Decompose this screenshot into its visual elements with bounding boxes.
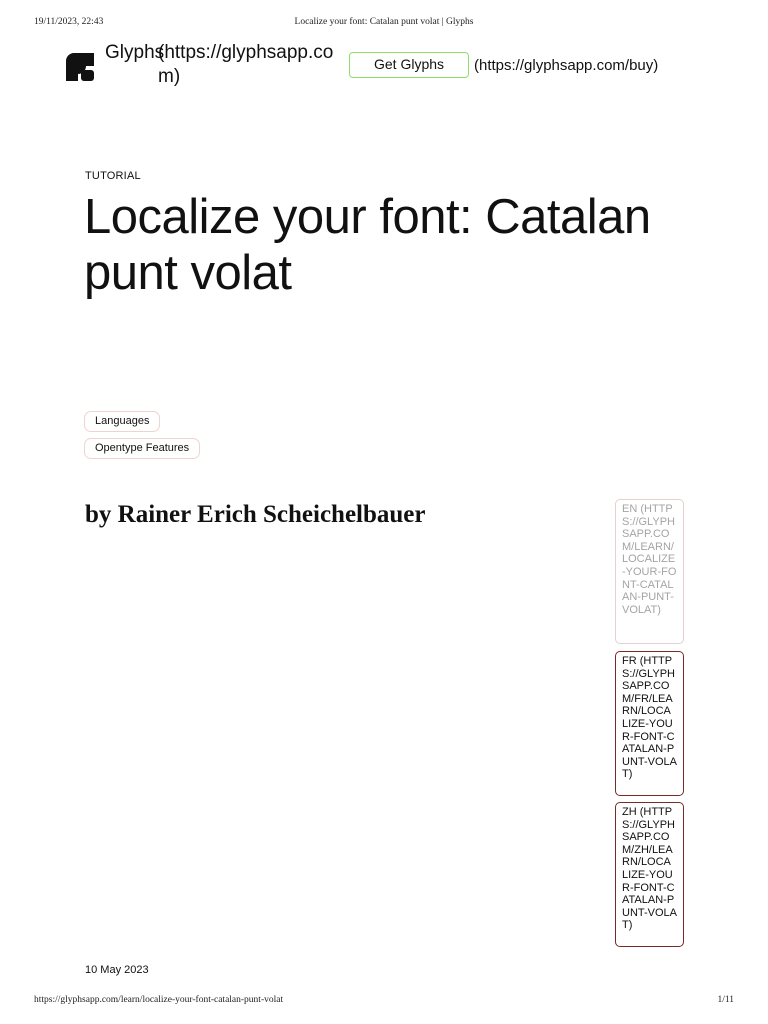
glyphs-logo-icon[interactable] (64, 51, 96, 83)
language-link-fr[interactable]: FR (HTTPS://GLYPHSAPP.COM/FR/LEARN/LOCALIZE-YOUR-FONT-CATALAN-PUNT-VOLAT) (615, 651, 684, 796)
buy-link[interactable]: (https://glyphsapp.com/buy) (474, 57, 659, 74)
home-link[interactable]: (https://glyphsapp.com) (158, 42, 334, 87)
brand-name[interactable]: Glyphs (105, 42, 165, 63)
print-datetime: 19/11/2023, 22:43 (34, 17, 104, 27)
publish-date: 10 May 2023 (85, 964, 149, 976)
tag-opentype-features[interactable]: Opentype Features (84, 438, 200, 459)
language-link-zh[interactable]: ZH (HTTPS://GLYPHSAPP.COM/ZH/LEARN/LOCALIZE-YOUR-FONT-CATALAN-PUNT-VOLAT) (615, 802, 684, 947)
language-link-en[interactable]: EN (HTTPS://GLYPHSAPP.COM/LEARN/LOCALIZE-YOUR-FONT-CATALAN-PUNT-VOLAT) (615, 499, 684, 644)
tag-languages[interactable]: Languages (84, 411, 160, 432)
print-page-title: Localize your font: Catalan punt volat | Glyphs (294, 17, 474, 27)
page-title: Localize your font: Catalan punt volat (84, 190, 651, 300)
author-byline: by Rainer Erich Scheichelbauer (85, 501, 426, 528)
get-glyphs-button[interactable]: Get Glyphs (349, 52, 469, 78)
print-url: https://glyphsapp.com/learn/localize-your-font-catalan-punt-volat (34, 995, 284, 1005)
print-page-number: 1/11 (717, 995, 734, 1005)
article-category: TUTORIAL (85, 170, 141, 182)
